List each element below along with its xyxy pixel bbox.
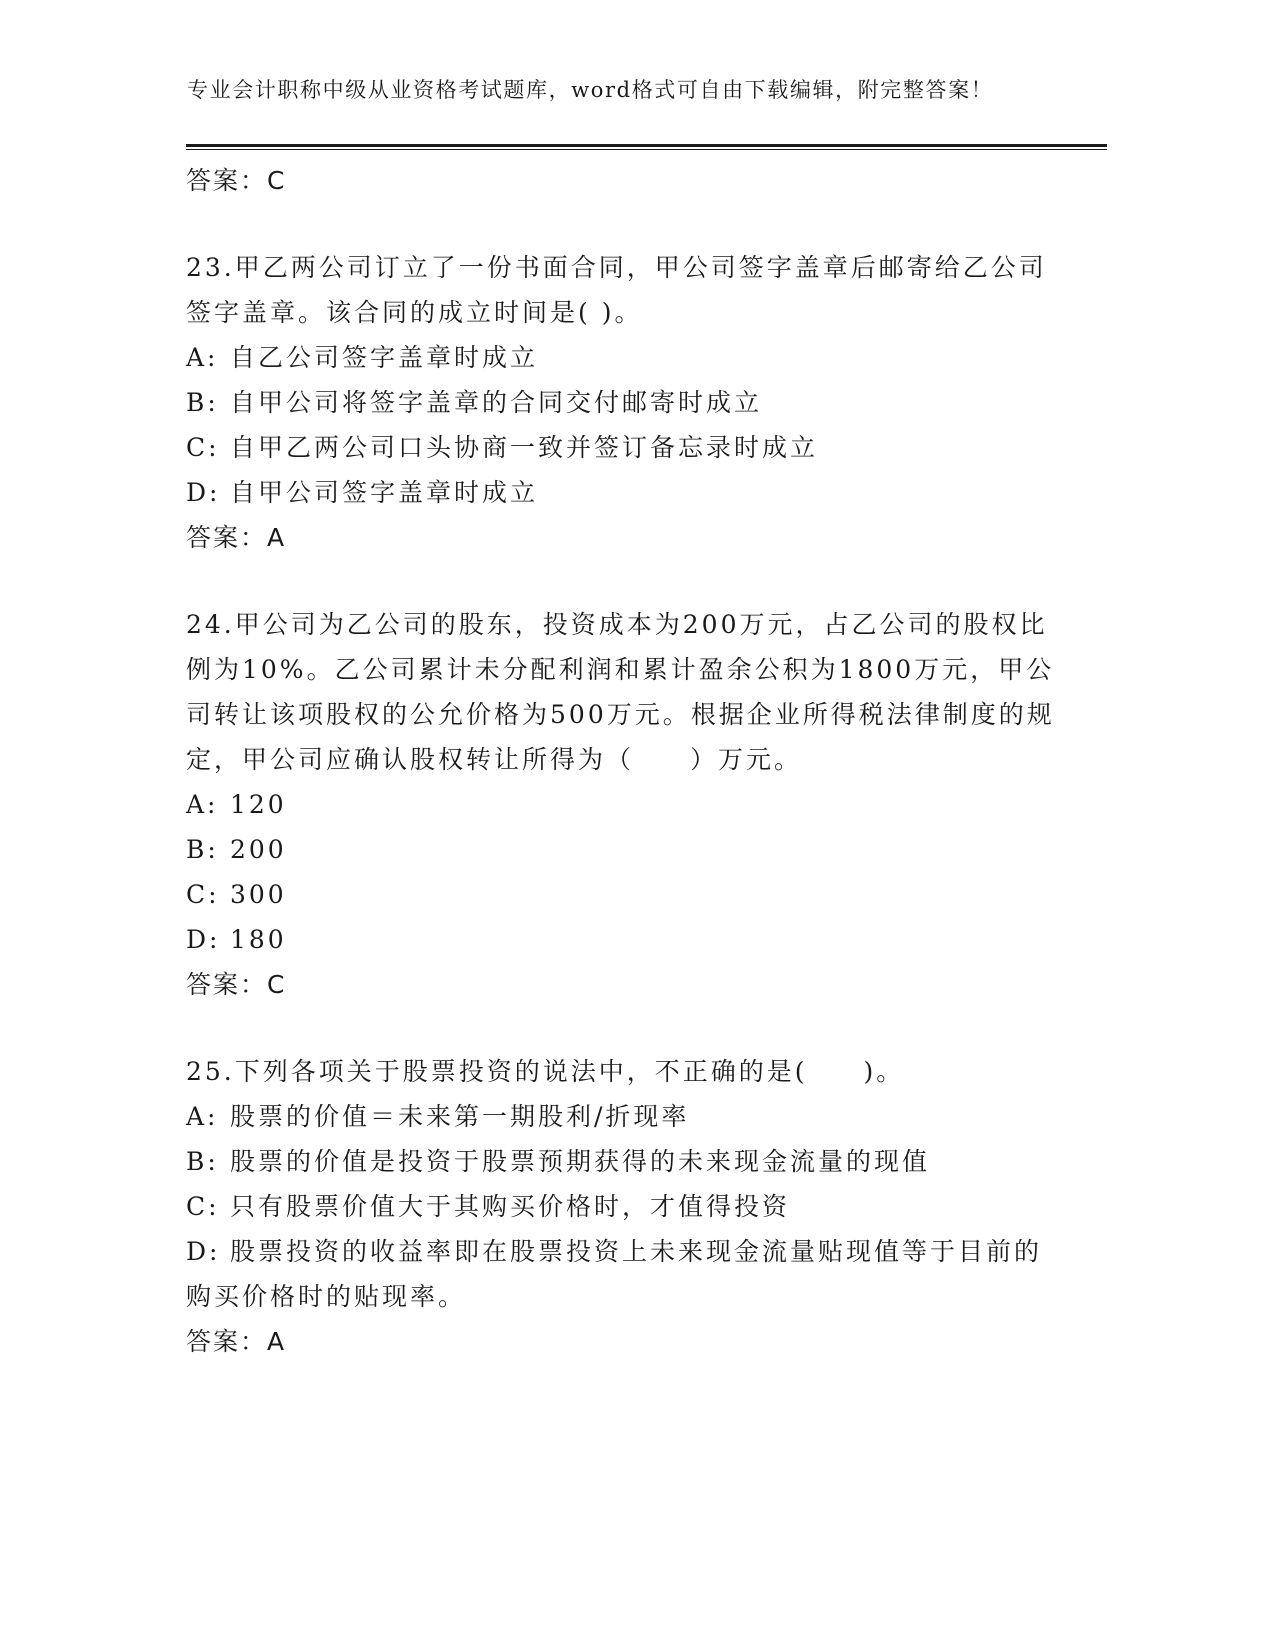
- header-divider: [186, 144, 1107, 147]
- spacer: [186, 203, 1066, 245]
- option-text: 自乙公司签字盖章时成立: [230, 343, 539, 372]
- option-text: 180: [230, 925, 287, 954]
- option-d: [186, 917, 1066, 962]
- question-25: [186, 1049, 1066, 1364]
- option-c: [186, 1184, 1066, 1229]
- answer: 答案：A: [186, 523, 287, 552]
- answer: 答案：A: [186, 1327, 287, 1356]
- option-b: [186, 380, 1066, 425]
- option-text: 股票投资的收益率即在股票投资上未来现金流量贴现值等于目前的购买价格时的贴现率。: [186, 1237, 1043, 1311]
- option-d: [186, 470, 1066, 515]
- option-letter: D:: [186, 1237, 221, 1266]
- page-header: 专业会计职称中级从业资格考试题库，word格式可自由下载编辑，附完整答案！: [187, 78, 994, 102]
- option-letter: B:: [186, 835, 219, 864]
- option-c: [186, 872, 1066, 917]
- option-text: 自甲公司将签字盖章的合同交付邮寄时成立: [230, 388, 763, 417]
- previous-answer: 答案：C: [186, 166, 287, 195]
- option-a: [186, 335, 1066, 380]
- header-divider-thin: [186, 149, 1107, 150]
- option-a: [186, 782, 1066, 827]
- option-text: 120: [230, 790, 287, 819]
- question-stem: 23.甲乙两公司订立了一份书面合同，甲公司签字盖章后邮寄给乙公司签字盖章。该合同的成立时间是( )。: [186, 253, 1047, 327]
- option-letter: B:: [186, 1147, 219, 1176]
- option-text: 自甲乙两公司口头协商一致并签订备忘录时成立: [230, 433, 819, 462]
- spacer: [186, 560, 1066, 602]
- option-letter: A:: [186, 1102, 219, 1131]
- option-text: 只有股票价值大于其购买价格时，才值得投资: [230, 1192, 791, 1221]
- option-text: 自甲公司签字盖章时成立: [230, 478, 539, 507]
- option-d: [186, 1229, 1066, 1319]
- option-letter: A:: [186, 343, 219, 372]
- question-stem: 25.下列各项关于股票投资的说法中，不正确的是( )。: [186, 1057, 905, 1086]
- option-letter: C:: [186, 433, 220, 462]
- spacer: [186, 1007, 1066, 1049]
- answer: 答案：C: [186, 970, 287, 999]
- option-letter: D:: [186, 925, 221, 954]
- option-letter: A:: [186, 790, 219, 819]
- option-letter: C:: [186, 880, 220, 909]
- option-letter: D:: [186, 478, 221, 507]
- option-text: 股票的价值＝未来第一期股利/折现率: [230, 1102, 690, 1131]
- option-a: [186, 1094, 1066, 1139]
- question-stem: 24.甲公司为乙公司的股东，投资成本为200万元，占乙公司的股权比例为10%。乙公司累计未分配利润和累计盈余公积为1800万元，甲公司转让该项股权的公允价格为500万元。根据企业所得税法律制度的规定，甲公司应确认股权转让所得为（ ）万元。: [186, 610, 1055, 774]
- option-text: 200: [230, 835, 287, 864]
- question-24: [186, 602, 1066, 1007]
- option-b: [186, 827, 1066, 872]
- option-text: 股票的价值是投资于股票预期获得的未来现金流量的现值: [230, 1147, 931, 1176]
- option-letter: C:: [186, 1192, 220, 1221]
- option-c: [186, 425, 1066, 470]
- question-list: [186, 158, 1066, 1364]
- question-23: [186, 245, 1066, 560]
- option-letter: B:: [186, 388, 219, 417]
- option-text: 300: [230, 880, 287, 909]
- option-b: [186, 1139, 1066, 1184]
